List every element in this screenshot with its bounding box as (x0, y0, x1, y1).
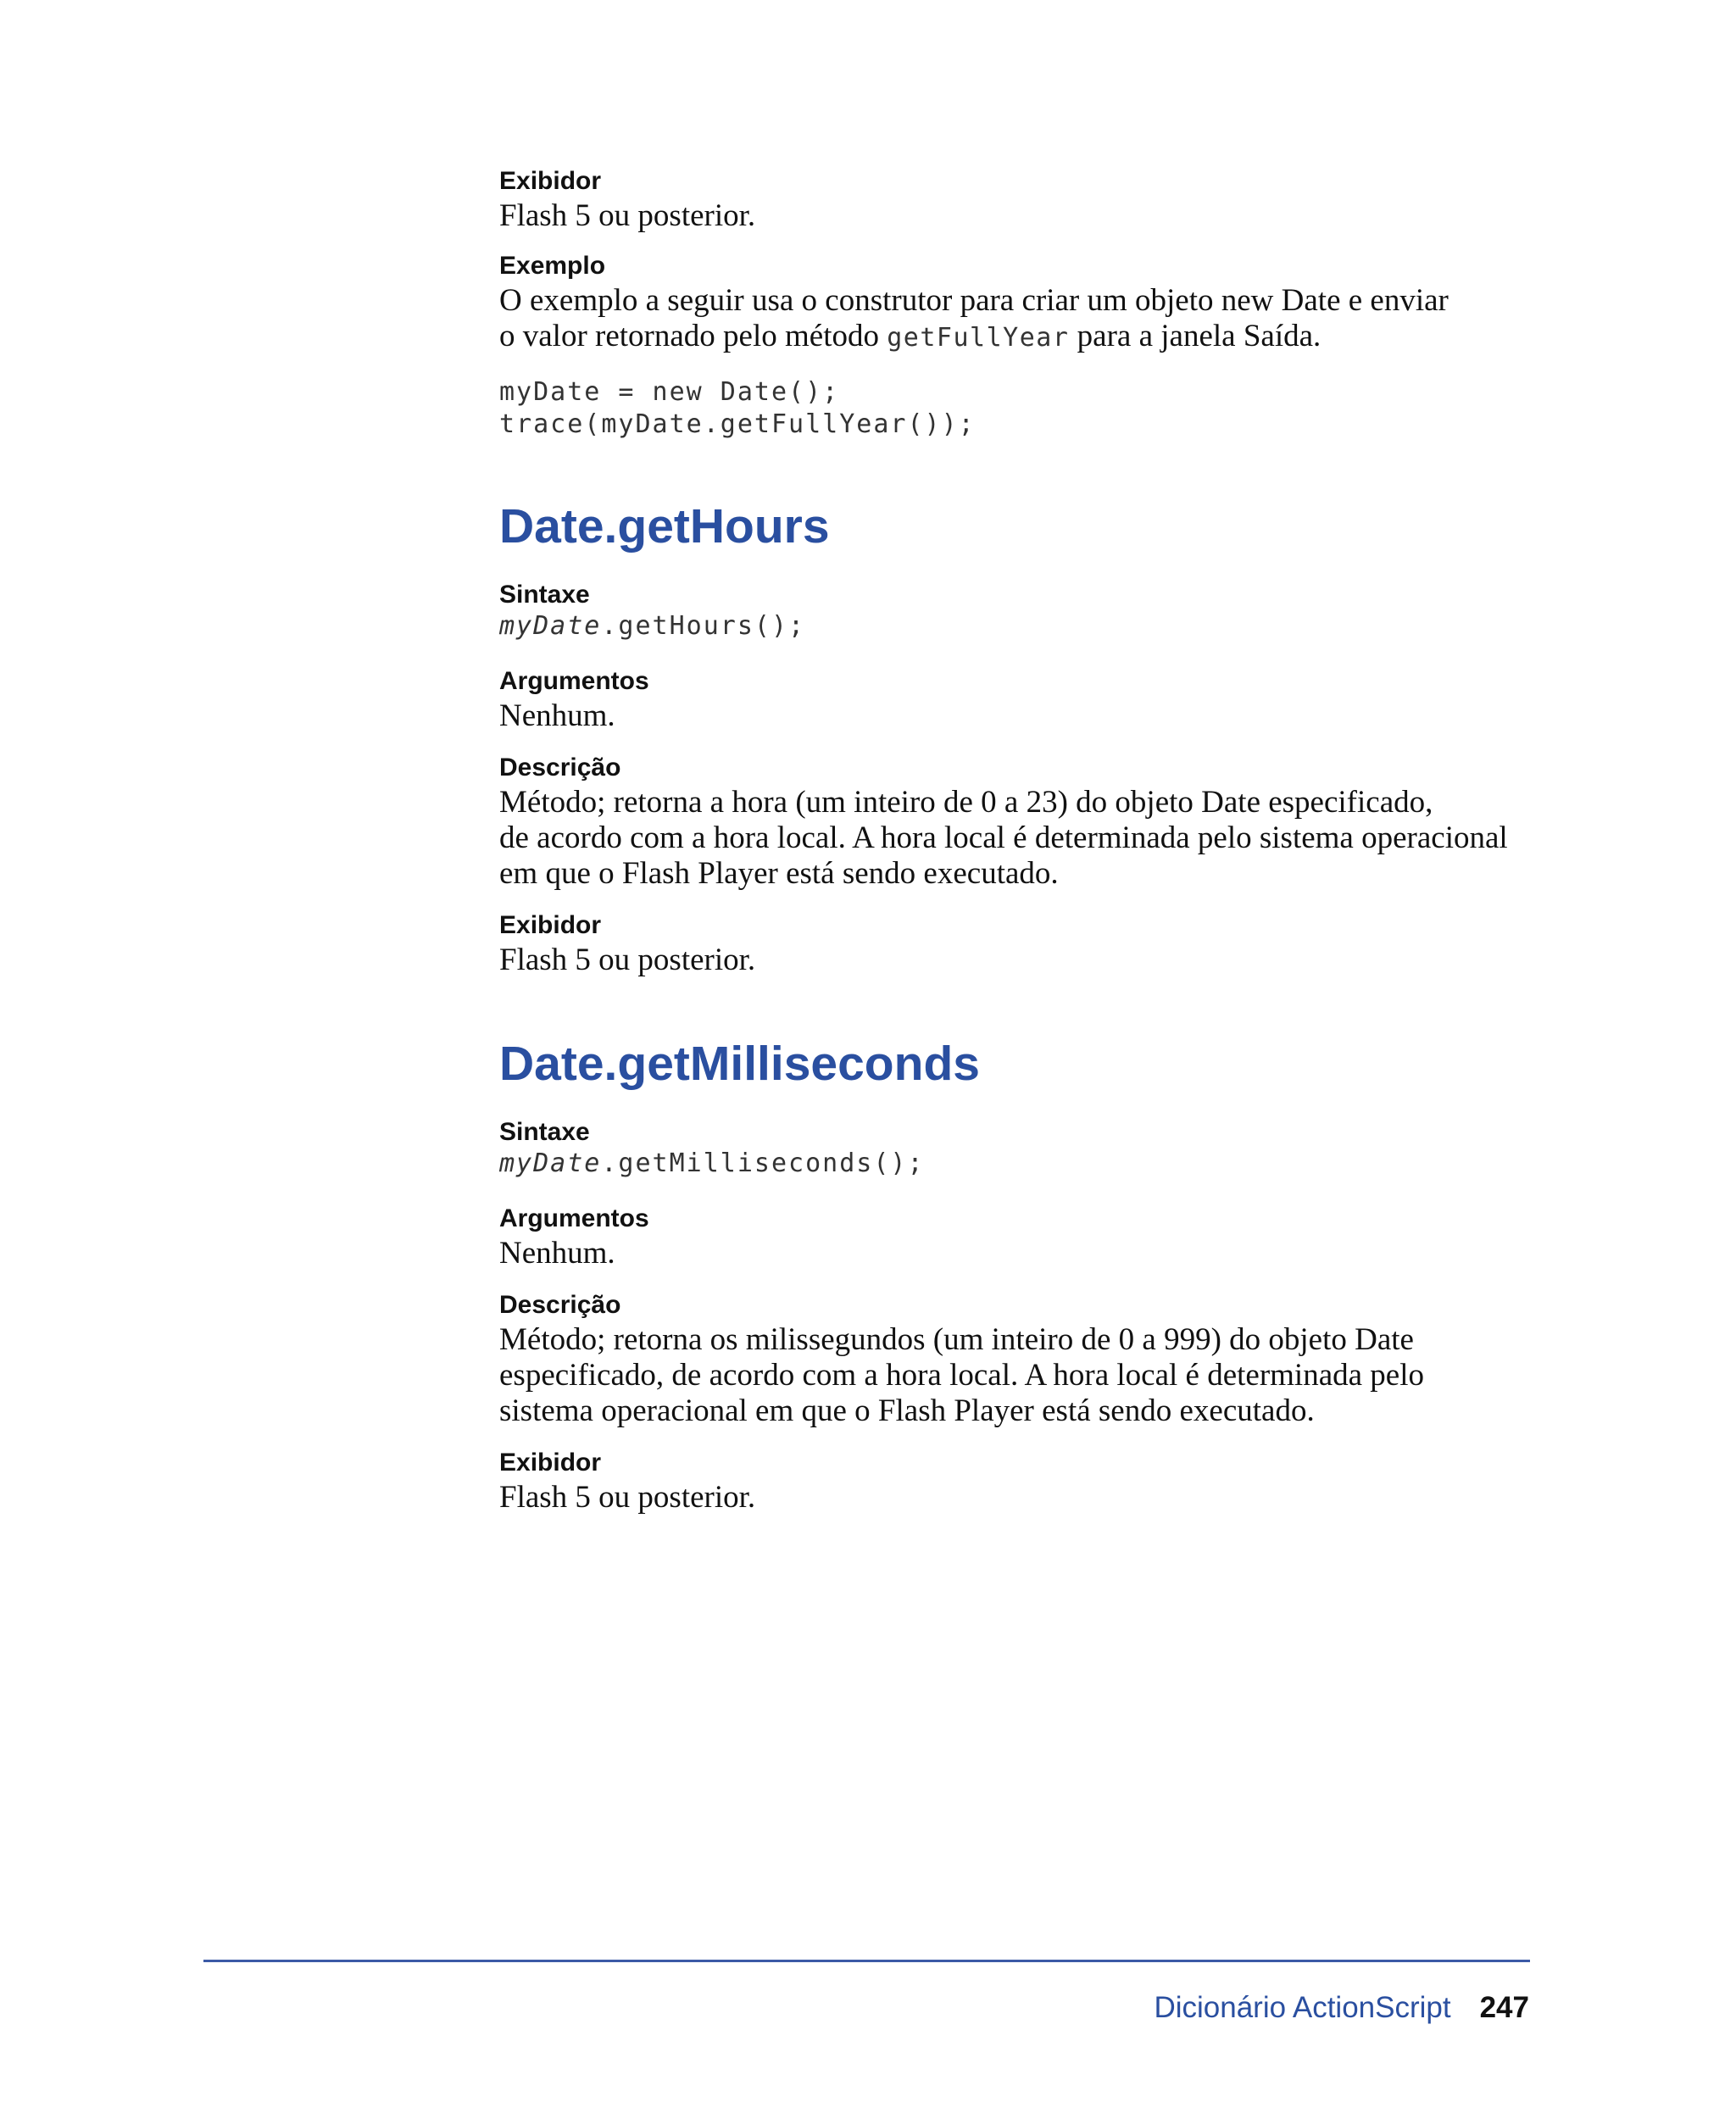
argumentos-text: Nenhum. (499, 698, 615, 733)
code-block (499, 376, 1533, 441)
descricao-section (499, 1290, 1533, 1429)
sintaxe-code (499, 610, 1533, 642)
descricao-line: especificado, de acordo com a hora local. A hora local é determinada pelo (499, 1358, 1425, 1393)
sintaxe-label: Sintaxe (499, 1118, 590, 1146)
sintaxe-label: Sintaxe (499, 581, 590, 609)
code-line: trace(myDate.getFullYear()); (499, 409, 976, 439)
exemplo-line1: O exemplo a seguir usa o construtor para criar um objeto new Date e enviar (499, 283, 1449, 318)
sintaxe-object: myDate (499, 1148, 602, 1178)
descricao-line: sistema operacional em que o Flash Player está sendo executado. (499, 1393, 1315, 1428)
exibidor-text: Flash 5 ou posterior. (499, 943, 756, 977)
getmilliseconds-entry (499, 1036, 1533, 1516)
descricao-line: de acordo com a hora local. A hora local é determinada pelo sistema operacional (499, 820, 1508, 855)
exemplo-line2-after: para a janela Saída. (1069, 319, 1321, 353)
exibidor-section (499, 1448, 1533, 1516)
argumentos-label: Argumentos (499, 667, 649, 695)
entry-heading: Date.getHours (499, 499, 830, 553)
footer-divider (203, 1960, 1530, 1962)
exibidor-label: Exibidor (499, 167, 602, 195)
argumentos-text: Nenhum. (499, 1236, 615, 1271)
argumentos-section (499, 666, 1533, 734)
exibidor-text: Flash 5 ou posterior. (499, 198, 756, 233)
descricao-text (499, 785, 1533, 892)
entry-heading: Date.getMilliseconds (499, 1037, 980, 1091)
page-footer (1154, 1991, 1529, 2025)
sintaxe-object: myDate (499, 611, 602, 641)
exibidor-label: Exibidor (499, 911, 602, 939)
descricao-line: em que o Flash Player está sendo executado. (499, 856, 1059, 891)
footer-title: Dicionário ActionScript (1154, 1991, 1451, 2024)
exibidor-section (499, 910, 1533, 978)
descricao-line: Método; retorna os milissegundos (um inteiro de 0 a 999) do objeto Date (499, 1322, 1414, 1357)
sintaxe-section (499, 580, 1533, 642)
argumentos-label: Argumentos (499, 1204, 649, 1232)
exibidor-section-top (499, 166, 1533, 234)
gethours-entry (499, 498, 1533, 978)
exemplo-label: Exemplo (499, 252, 606, 280)
descricao-label: Descrição (499, 1291, 621, 1319)
sintaxe-section (499, 1117, 1533, 1180)
exibidor-label: Exibidor (499, 1449, 602, 1477)
sintaxe-code (499, 1148, 1533, 1180)
code-line: myDate = new Date(); (499, 377, 840, 407)
descricao-section (499, 753, 1533, 892)
page-content (499, 166, 1533, 1534)
page-number: 247 (1479, 1991, 1529, 2024)
exibidor-text: Flash 5 ou posterior. (499, 1480, 756, 1515)
descricao-label: Descrição (499, 754, 621, 781)
exemplo-inline-code: getFullYear (887, 323, 1070, 353)
exemplo-line2-before: o valor retornado pelo método (499, 319, 887, 353)
sintaxe-method: .getMilliseconds(); (601, 1148, 925, 1178)
descricao-text (499, 1322, 1533, 1429)
exemplo-section (499, 251, 1533, 356)
argumentos-section (499, 1204, 1533, 1271)
exemplo-text (499, 283, 1533, 356)
sintaxe-method: .getHours(); (601, 611, 806, 641)
descricao-line: Método; retorna a hora (um inteiro de 0 a 23) do objeto Date especificado, (499, 785, 1433, 820)
